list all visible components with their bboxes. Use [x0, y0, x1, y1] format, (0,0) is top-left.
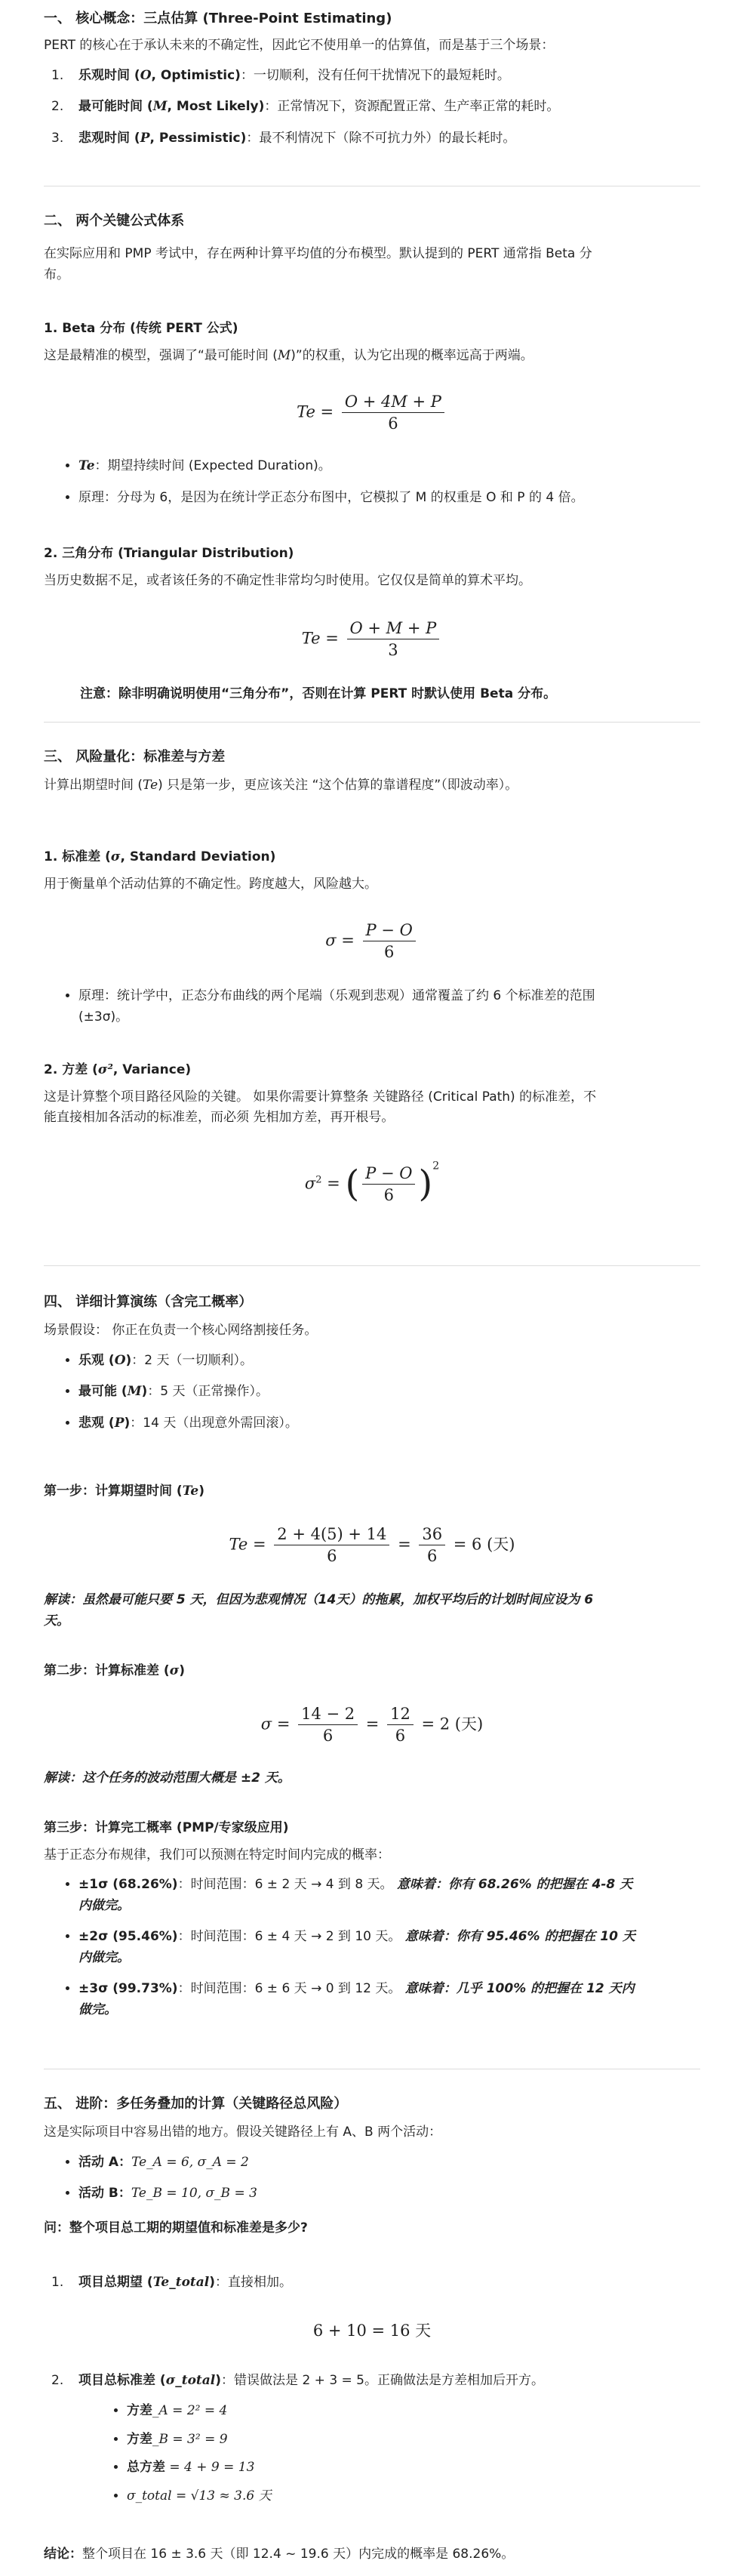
- paragraph: 这是实际项目中容易出错的地方。假设关键路径上有 A、B 两个活动：: [44, 2125, 442, 2140]
- step2-formula: σ = $\frac{14 - 2}{6}$ = $\frac{12}{6}$ = 2 (天): [260, 1705, 484, 1746]
- list-item: • 方差_B = 3² = 9: [127, 2430, 741, 2451]
- section-heading: 五、 进阶：多任务叠加的计算（关键路径总风险）: [44, 2096, 348, 2112]
- section-heading: 四、 详细计算演练（含完工概率）: [44, 1294, 253, 1310]
- sd-formula: σ = $\frac{P - O}{6}$: [44, 920, 700, 963]
- paragraph: 在实际应用和 PMP 考试中，存在两种计算平均值的分布模型。默认提到的 PERT 通常指 Beta 分 布。: [44, 246, 592, 282]
- step1-note: 解读：虽然最可能只要 5 天，但因为悲观情况（14天）的拖累，加权平均后的计划时间应设为 6 天。: [44, 1592, 594, 1628]
- activity-list: [44, 2152, 700, 2205]
- section-advanced: [44, 2094, 700, 2239]
- list-item: • Te：期望持续时间 (Expected Duration)。: [78, 456, 735, 477]
- probability-list: [44, 1875, 700, 2020]
- list-item: • 乐观 (O)：2 天（一切顺利）。: [78, 1351, 700, 1372]
- subsection-title: 1. Beta 分布 (传统 PERT 公式): [44, 321, 238, 336]
- subsection-title: 2. 三角分布 (Triangular Distribution): [44, 546, 294, 561]
- list-item: • 总方差 = 4 + 9 = 13: [127, 2457, 741, 2479]
- paragraph: 当历史数据不足，或者该任务的不确定性非常均匀时使用。它仅仅是简单的算术平均。: [44, 572, 531, 588]
- section-formulas: [44, 211, 700, 285]
- note: 注意：除非明确说明使用“三角分布”，否则在计算 PERT 时默认使用 Beta 分布。: [80, 686, 557, 701]
- var-subsection: [44, 1062, 700, 1129]
- list-item: • 方差_A = 2² = 4: [127, 2401, 741, 2422]
- list-item: • 最可能 (M)：5 天（正常操作）。: [78, 1382, 700, 1403]
- list-item: • 活动 B：Te_B = 10, σ_B = 3: [78, 2183, 700, 2205]
- question: 问：整个项目总工期的期望值和标准差是多少?: [44, 2220, 308, 2236]
- subsection-title: 1. 标准差 (σ, Standard Deviation): [44, 849, 276, 864]
- param-list: [44, 1351, 700, 1434]
- section-heading: 三、 风险量化：标准差与方差: [44, 749, 226, 765]
- var-formula: $\sigma^2$ = ( $\frac{P - O}{6}$ )$^2$: [304, 1160, 440, 1205]
- conclusion: 结论：整个项目在 16 ± 3.6 天（即 12.4 ~ 19.6 天）内完成的概率是 68.26%。: [44, 2547, 515, 2562]
- q1-formula: 6 + 10 = 16 天: [312, 2322, 432, 2340]
- list-item: • 活动 A：Te_A = 6, σ_A = 2: [78, 2152, 700, 2174]
- section-heading: 二、 两个关键公式体系: [44, 213, 185, 229]
- q1-item: 1. 项目总期望 (Te_total)：直接相加。: [51, 2275, 293, 2290]
- section-walkthrough: [44, 1293, 700, 1434]
- list-item: • 悲观 (P)：14 天（出现意外需回滚）。: [78, 1413, 700, 1434]
- step1-formula: Te = $\frac{2 + 4(5) + 14}{6}$ = $\frac{36}{6}$ = 6 (天): [229, 1525, 515, 1566]
- subsection-title: 2. 方差 (σ², Variance): [44, 1062, 192, 1077]
- paragraph: 场景假设： 你正在负责一个核心网络割接任务。: [44, 1323, 318, 1339]
- paragraph: PERT 的核心在于承认未来的不确定性，因此它不使用单一的估算值，而是基于三个场景：: [44, 38, 555, 54]
- divider: [44, 722, 700, 723]
- step2-title: 第二步：计算标准差 (σ): [44, 1663, 186, 1678]
- q2-item: 2. 项目总标准差 (σ_total)：错误做法是 2 + 3 = 5。正确做法是方差相加后开方。: [51, 2373, 545, 2388]
- beta-formula: Te = $\frac{O + 4M + P}{6}$: [44, 391, 700, 435]
- paragraph: 这是计算整个项目路径风险的关键。 如果你需要计算整条 关键路径 (Critical Path) 的标准差，不 能直接相加各活动的标准差，而必须 先相加方差，再开根号。: [44, 1089, 597, 1126]
- paragraph: 计算出期望时间 (Te) 只是第一步，更应该关注 “这个估算的靠谱程度”（即波动率）。: [44, 778, 518, 793]
- section-heading: 一、 核心概念：三点估算 (Three-Point Estimating): [44, 11, 392, 26]
- beta-subsection: [44, 320, 700, 366]
- list-item: • σ_total = √13 ≈ 3.6 天: [127, 2486, 741, 2507]
- step3-title: 第三步：计算完工概率 (PMP/专家级应用): [44, 1820, 289, 1835]
- step3-block: [44, 1820, 700, 2021]
- list-item: • ±2σ (95.46%)：时间范围：6 ± 4 天 → 2 到 10 天。 意味着：你有 95.46% 的把握在 10 天 内做完。: [78, 1927, 700, 1968]
- paragraph: 用于衡量单个活动估算的不确定性。跨度越大，风险越大。: [44, 876, 377, 892]
- q2-steps: [44, 2401, 741, 2507]
- list-item: • 原理：统计学中，正态分布曲线的两个尾端（乐观到悲观）通常覆盖了约 6 个标准差的范围 (±3σ)。: [78, 986, 735, 1028]
- sd-notes: [44, 986, 735, 1028]
- beta-notes: [44, 456, 735, 508]
- paragraph: 基于正态分布规律，我们可以预测在特定时间内完成的概率：: [44, 1847, 390, 1863]
- tri-subsection: [44, 545, 700, 591]
- section-core-concept: [44, 9, 700, 149]
- paragraph: 这是最精准的模型，强调了“最可能时间 (M)”的权重，认为它出现的概率远高于两端。: [44, 347, 533, 363]
- divider: [44, 1265, 700, 1266]
- section-risk: [44, 747, 700, 797]
- sd-subsection: [44, 849, 700, 895]
- list-item: • ±3σ (99.73%)：时间范围：6 ± 6 天 → 0 到 12 天。 意味着：几乎 100% 的把握在 12 天内 做完。: [78, 1979, 700, 2020]
- list-item: 1. 乐观时间 (O, Optimistic)：一切顺利，没有任何干扰情况下的最短耗时。: [51, 67, 510, 83]
- step1-title: 第一步：计算期望时间 (Te): [44, 1484, 204, 1499]
- list-item: • ±1σ (68.26%)：时间范围：6 ± 2 天 → 4 到 8 天。 意味着：你有 68.26% 的把握在 4-8 天 内做完。: [78, 1875, 700, 1916]
- list-item: 3. 悲观时间 (P, Pessimistic)：最不利情况下（除不可抗力外）的最长耗时。: [51, 130, 516, 146]
- list-item: • 原理：分母为 6，是因为在统计学正态分布图中，它模拟了 M 的权重是 O 和 P 的 4 倍。: [78, 488, 735, 509]
- tri-formula: Te = $\frac{O + M + P}{3}$: [44, 618, 700, 661]
- step2-note: 解读：这个任务的波动范围大概是 ±2 天。: [44, 1770, 291, 1786]
- scenario-list: [44, 66, 700, 149]
- list-item: 2. 最可能时间 (M, Most Likely)：正常情况下，资源配置正常、生产率正常的耗时。: [51, 99, 560, 115]
